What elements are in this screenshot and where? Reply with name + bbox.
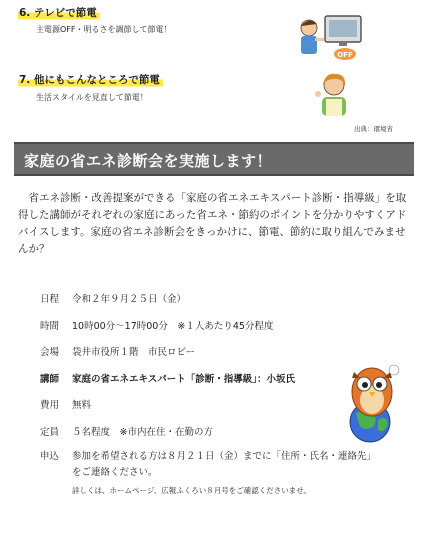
detail-time <box>40 320 273 333</box>
venue-value: 袋井市役所１階 市民ロビー <box>72 347 196 358</box>
intro-paragraph: 省エネ診断・改善提案ができる「家庭の省エネエキスパート診断・指導級」を取得した講師がそれぞれの家庭にあった省エネ・節約のポイントを分かりやすくアドバイスします。家庭の省エネ診断会をきっかけに、節電、節約に取り組んでみませんか？ <box>18 192 407 255</box>
apply-label: 申込 <box>40 451 60 462</box>
detail-apply <box>40 450 376 463</box>
detail-date <box>40 293 186 306</box>
tip-6-heading: 6. テレビで節電 <box>18 6 100 20</box>
venue-label: 会場 <box>40 347 60 358</box>
title-banner <box>14 142 414 176</box>
time-value: 10時00分～17時00分 ※１人あたり45分程度 <box>72 321 274 332</box>
banner-title: 家庭の省エネ診断会を実施します！ <box>24 152 273 170</box>
apply-note: 詳しくは、ホームページ、広報ふくろい８月号をご確認くださいませ。 <box>72 486 312 495</box>
lecturer-label: 講師 <box>40 374 60 385</box>
tip-7-text: 生活スタイルを見直して節電！ <box>36 93 148 102</box>
woman-illustration <box>312 70 357 118</box>
tip-7-heading: 7. 他にもこんなところで節電 <box>18 73 163 87</box>
owl-globe-illustration <box>334 362 412 444</box>
detail-lecturer <box>40 373 295 386</box>
apply-line2: をご連絡ください。 <box>72 467 158 478</box>
fee-value: 無料 <box>72 400 92 411</box>
lecturer-value: 家庭の省エネエキスパート「診断・指導級」：小坂氏 <box>72 374 296 385</box>
capacity-value: ５名程度 ※市内在住・在勤の方 <box>72 427 213 438</box>
capacity-label: 定員 <box>40 427 60 438</box>
time-label: 時間 <box>40 321 60 332</box>
apply-line1: 参加を希望される方は８月２１日（金）までに「住所・氏名・連絡先」 <box>72 451 377 462</box>
off-badge: OFF <box>337 51 353 59</box>
detail-venue <box>40 346 195 359</box>
tip-6-text: 主電源OFF・明るさを調節して節電！ <box>36 25 172 34</box>
date-value: 令和２年９月２５日（金） <box>72 294 187 305</box>
detail-fee <box>40 399 91 412</box>
source-note: 出典：環境省 <box>354 125 393 133</box>
date-label: 日程 <box>40 294 60 305</box>
tv-person-illustration <box>295 8 370 66</box>
detail-capacity <box>40 426 213 439</box>
fee-label: 費用 <box>40 400 60 411</box>
